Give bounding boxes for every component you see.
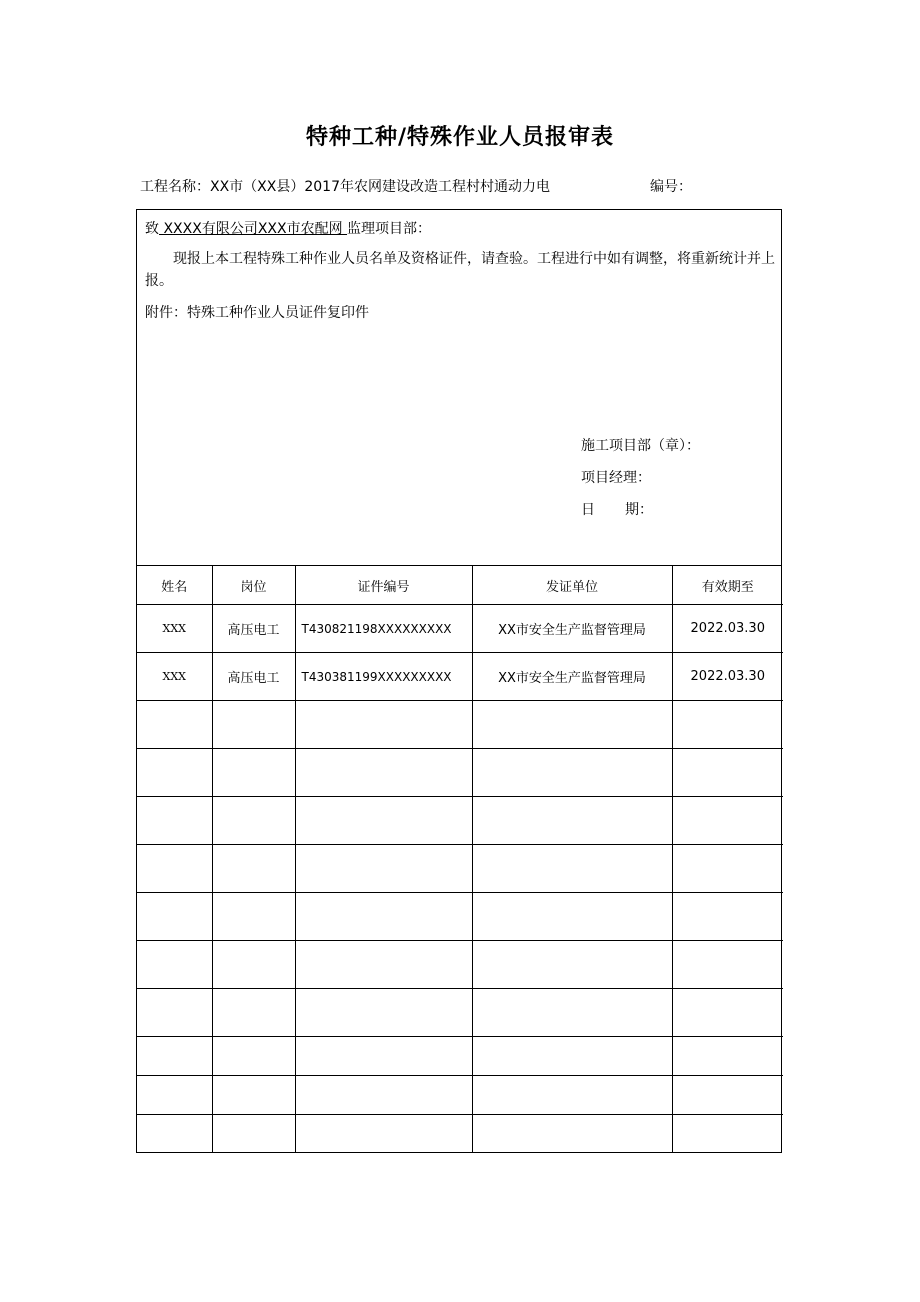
cell-name: XXX [137, 653, 212, 701]
empty-row [137, 749, 783, 797]
cell-valid-until: 2022.03.30 [672, 653, 783, 701]
empty-row [137, 845, 783, 893]
cell-valid-until: 2022.03.30 [672, 605, 783, 653]
header-issuer: 发证单位 [472, 566, 672, 605]
cell-post: 高压电工 [212, 653, 295, 701]
project-line [140, 176, 820, 196]
form-title: 特种工种/特殊作业人员报审表 [305, 125, 615, 150]
signature-block [581, 430, 700, 526]
addressee-line [145, 218, 431, 238]
table-row [137, 605, 783, 653]
serial-number-label: 编号： [650, 179, 692, 195]
sign-manager: 项目经理： [581, 470, 651, 486]
addressee-org: XXXX有限公司XXX市农配网 [159, 221, 348, 237]
cell-cert-no: T430821198XXXXXXXXX [295, 605, 472, 653]
empty-row [137, 941, 783, 989]
header-cert-no: 证件编号 [295, 566, 472, 605]
letter-section [137, 210, 781, 566]
empty-row [137, 1037, 783, 1076]
empty-row [137, 989, 783, 1037]
cell-post: 高压电工 [212, 605, 295, 653]
sign-date-char-1: 日 [581, 502, 595, 518]
project-name: 工程名称：XX市（XX县）2017年农网建设改造工程村村通动力电 [140, 179, 550, 195]
header-post: 岗位 [212, 566, 295, 605]
addressee-prefix: 致 [145, 221, 159, 237]
empty-row [137, 701, 783, 749]
personnel-table [137, 566, 783, 1153]
empty-row [137, 1115, 783, 1154]
table-header-row [137, 566, 783, 605]
empty-row [137, 797, 783, 845]
cell-issuer: XX市安全生产监督管理局 [472, 605, 672, 653]
cell-issuer: XX市安全生产监督管理局 [472, 653, 672, 701]
sign-date [581, 494, 700, 526]
header-name: 姓名 [137, 566, 212, 605]
empty-row [137, 1076, 783, 1115]
letter-body: 现报上本工程特殊工种作业人员名单及资格证件，请查验。工程进行中如有调整，将重新统计并上报。 [145, 251, 775, 289]
table-row [137, 653, 783, 701]
attachment-note: 附件：特殊工种作业人员证件复印件 [145, 305, 369, 321]
cell-cert-no: T430381199XXXXXXXXX [295, 653, 472, 701]
sign-dept: 施工项目部（章）： [581, 438, 700, 454]
empty-row [137, 893, 783, 941]
header-valid-until: 有效期至 [672, 566, 783, 605]
cell-name: XXX [137, 605, 212, 653]
sign-date-char-2: 期： [625, 502, 653, 518]
form-frame [136, 209, 782, 1153]
addressee-suffix: 监理项目部： [347, 221, 432, 237]
